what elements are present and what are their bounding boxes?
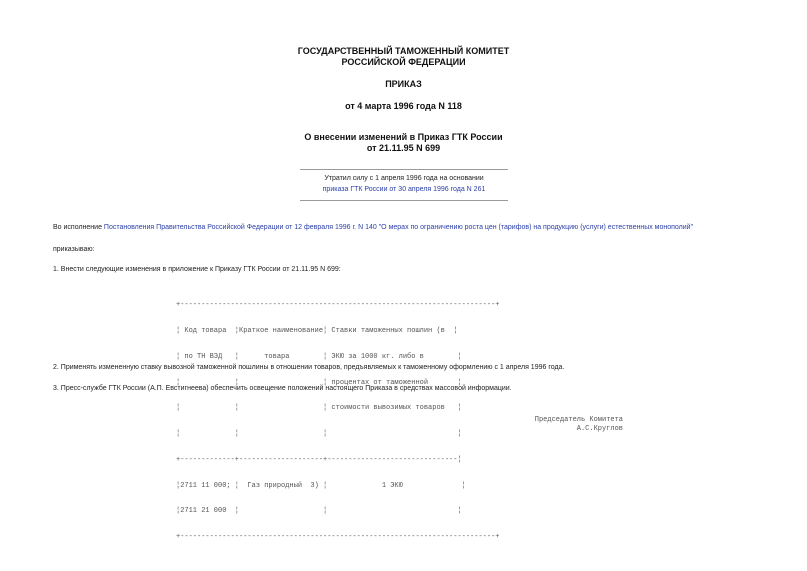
order-word: приказываю: — [53, 246, 95, 253]
document-type: ПРИКАЗ — [385, 79, 422, 89]
notice-bottom-rule — [300, 200, 508, 201]
table-border-bottom: +---------------------------------------------------------------------------+ — [176, 533, 500, 542]
repeal-order-link[interactable]: приказа ГТК России от 30 апреля 1996 года N 261 — [322, 186, 486, 193]
committee-heading — [200, 46, 607, 68]
document-subject — [200, 132, 607, 154]
signature-block — [535, 416, 623, 434]
subject-line-2: от 21.11.95 N 699 — [366, 143, 441, 153]
signature-name: А.С.Круглов — [576, 425, 623, 433]
item-1: 1. Внести следующие изменения в приложение к Приказу ГТК России от 21.11.95 N 699: — [53, 266, 341, 273]
table-separator: +-------------+--------------------+-------------------------------¦ — [176, 455, 462, 464]
repeal-notice — [300, 169, 508, 201]
committee-line-2: РОССИЙСКОЙ ФЕДЕРАЦИИ — [341, 57, 466, 67]
table-row: ¦2711 21 000 ¦ ¦ ¦ — [176, 507, 462, 516]
table-header-row: ¦ по ТН ВЭД ¦ товара ¦ ЭКЮ за 1000 кг. либо в ¦ — [176, 352, 462, 361]
intro-paragraph — [53, 223, 693, 233]
intro-prefix: Во исполнение — [53, 224, 104, 231]
table-header-row: ¦ ¦ ¦ ¦ — [176, 430, 462, 439]
notice-top-rule — [300, 169, 508, 170]
table-header-row: ¦ ¦ ¦ стоимости вывозимых товаров ¦ — [176, 404, 462, 413]
notice-text: Утратил силу с 1 апреля 1996 года на основании — [324, 175, 484, 182]
customs-duty-table — [176, 284, 499, 559]
table-header-row: ¦ Код товара ¦Краткое наименование¦ Ставки таможенных пошлин (в ¦ — [176, 326, 458, 335]
table-row: ¦2711 11 000; ¦ Газ природный 3) ¦ 1 ЭКЮ ¦ — [176, 481, 466, 490]
item-3: 3. Пресс-службе ГТК России (А.П. Евстигнеева) обеспечить освещение положений настоящего Приказа в средствах массовой информации. — [53, 385, 512, 392]
signature-title: Председатель Комитета — [534, 416, 623, 424]
committee-line-1: ГОСУДАРСТВЕННЫЙ ТАМОЖЕННЫЙ КОМИТЕТ — [297, 46, 510, 56]
table-border-top: +---------------------------------------------------------------------------+ — [176, 301, 500, 310]
subject-line-1: О внесении изменений в Приказ ГТК России — [304, 132, 503, 142]
table-header-row: ¦ ¦ ¦ процентах от таможенной ¦ — [176, 378, 462, 387]
item-2: 2. Применять измененную ставку вывозной таможенной пошлины в отношении товаров, предъявляемых к таможенному оформлению с 1 апреля 1996 года. — [53, 364, 565, 371]
government-decree-link[interactable]: Постановления Правительства Российской Федерации от 12 февраля 1996 г. N 140 "О мерах по ограничению роста цен (тарифов) на продукцию (услуги) естественных монополий" — [103, 224, 694, 231]
document-date: от 4 марта 1996 года N 118 — [345, 101, 462, 111]
